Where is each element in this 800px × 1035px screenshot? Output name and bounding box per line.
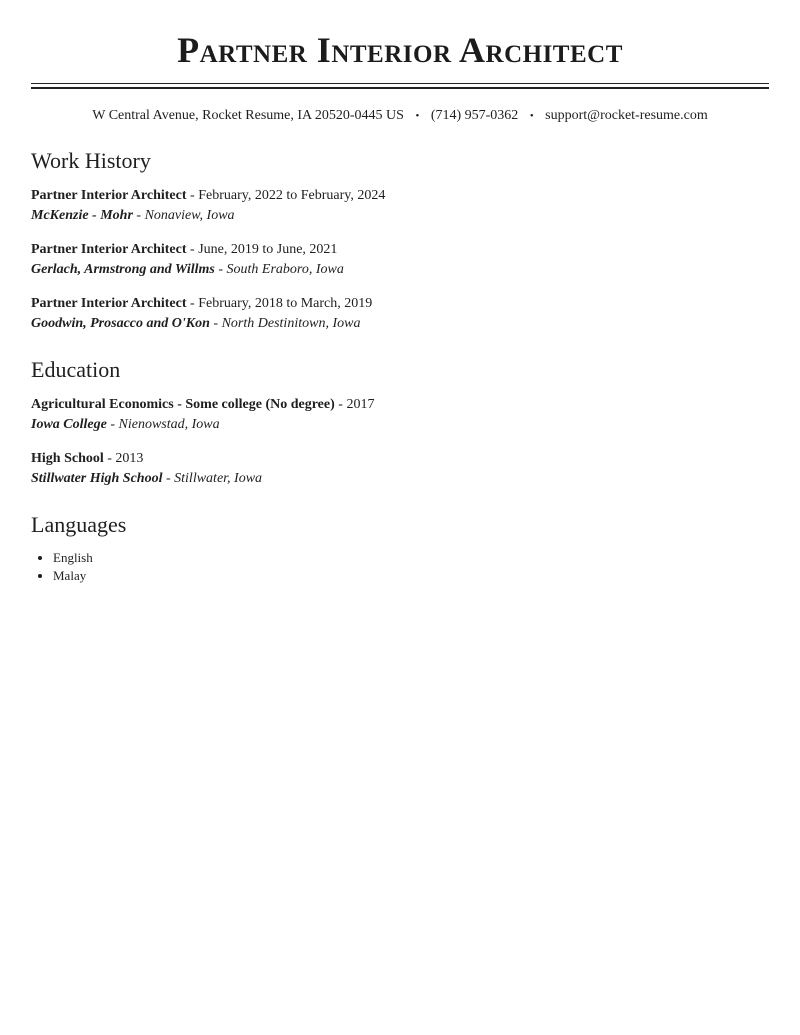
work-org: Goodwin, Prosacco and O'Kon - North Destinitown, Iowa — [31, 316, 361, 331]
education-year: 2017 — [346, 397, 375, 412]
work-dates: February, 2018 to March, 2019 — [198, 296, 373, 311]
contact-address: W Central Avenue, Rocket Resume, IA 20520-0445 US — [92, 108, 404, 123]
contact-separator: • — [415, 110, 420, 122]
education-entry — [31, 395, 769, 435]
work-role: Partner Interior Architect — [31, 242, 187, 257]
education-year: 2013 — [115, 451, 144, 466]
education-entry-header: Agricultural Economics - Some college (No degree) - 2017 — [31, 397, 375, 412]
education-entry — [31, 449, 769, 489]
education-org: Iowa College - Nienowstad, Iowa — [31, 417, 220, 432]
education-degree: High School — [31, 451, 104, 466]
work-company: McKenzie - Mohr — [31, 208, 133, 223]
work-entry — [31, 294, 769, 334]
contact-email: support@rocket-resume.com — [545, 108, 708, 123]
education-location: Nienowstad, Iowa — [118, 417, 220, 432]
work-location: Nonaview, Iowa — [144, 208, 235, 223]
language-item: • Malay — [53, 567, 769, 585]
language-list — [31, 549, 769, 585]
work-location: North Destinitown, Iowa — [221, 316, 361, 331]
work-company: Gerlach, Armstrong and Willms — [31, 262, 215, 277]
section-title-languages: Languages — [31, 512, 127, 537]
candidate-name: Partner Interior Architect — [177, 30, 623, 70]
contact-phone: (714) 957-0362 — [430, 108, 519, 123]
work-company: Goodwin, Prosacco and O'Kon — [31, 316, 210, 331]
work-org: Gerlach, Armstrong and Willms - South Eraboro, Iowa — [31, 262, 344, 277]
section-title-work-history: Work History — [31, 148, 151, 173]
work-entry — [31, 240, 769, 280]
education-location: Stillwater, Iowa — [174, 471, 263, 486]
work-role: Partner Interior Architect — [31, 296, 187, 311]
work-entry-header: Partner Interior Architect - June, 2019 to June, 2021 — [31, 242, 338, 257]
work-entry — [31, 186, 769, 226]
education-entry-header: High School - 2013 — [31, 451, 144, 466]
work-entry-header: Partner Interior Architect - February, 2018 to March, 2019 — [31, 296, 373, 311]
education-school: Iowa College — [31, 417, 107, 432]
work-entry-header: Partner Interior Architect - February, 2022 to February, 2024 — [31, 188, 386, 203]
education-degree: Agricultural Economics - Some college (No degree) — [31, 397, 335, 412]
section-title-education: Education — [31, 357, 121, 382]
contact-separator: • — [529, 110, 534, 122]
work-dates: June, 2019 to June, 2021 — [198, 242, 338, 257]
education-org: Stillwater High School - Stillwater, Iowa — [31, 471, 263, 486]
contact-line — [31, 107, 769, 125]
header-divider-thin — [31, 83, 769, 84]
work-dates: February, 2022 to February, 2024 — [198, 188, 386, 203]
work-location: South Eraboro, Iowa — [226, 262, 344, 277]
work-role: Partner Interior Architect — [31, 188, 187, 203]
work-org: McKenzie - Mohr - Nonaview, Iowa — [31, 208, 235, 223]
header-divider-thick — [31, 87, 769, 89]
language-item: • English — [53, 549, 769, 567]
education-school: Stillwater High School — [31, 471, 163, 486]
